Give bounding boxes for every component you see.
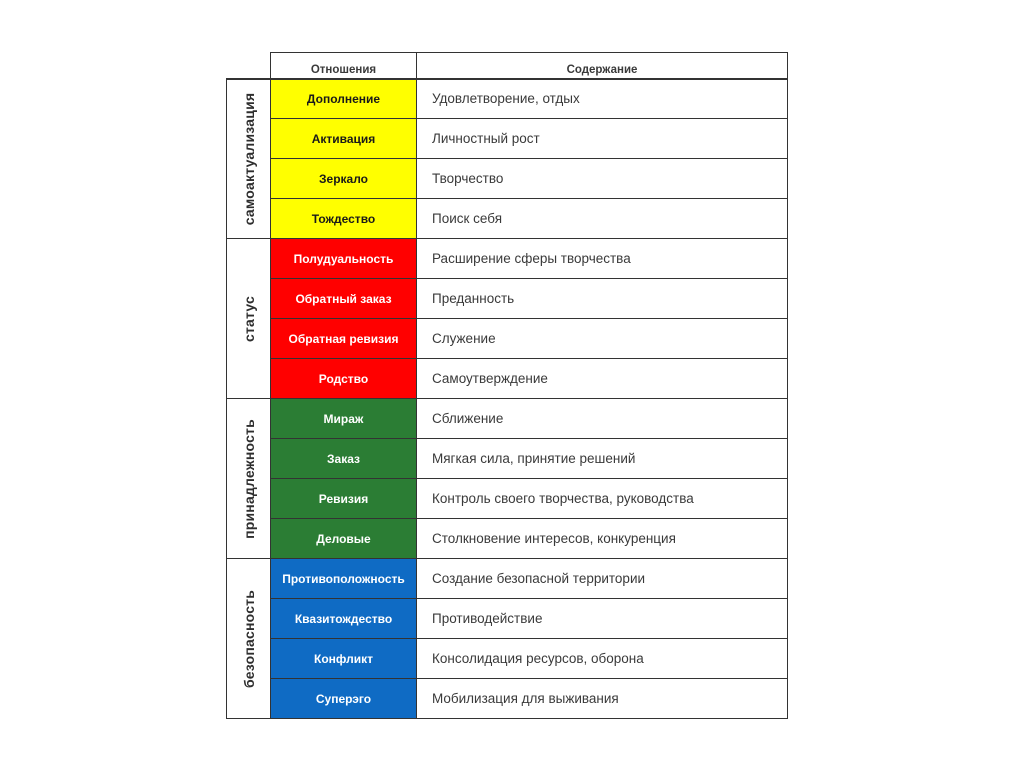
group-cell xyxy=(227,399,271,559)
relation-cell: Зеркало xyxy=(271,159,417,199)
relation-cell: Конфликт xyxy=(271,639,417,679)
content-cell: Контроль своего творчества, руководства xyxy=(417,479,788,519)
table-row xyxy=(227,199,788,239)
table-row xyxy=(227,359,788,399)
content-cell: Служение xyxy=(417,319,788,359)
group-label: безопасность xyxy=(240,589,257,688)
relation-cell: Тождество xyxy=(271,199,417,239)
content-cell: Творчество xyxy=(417,159,788,199)
group-label: принадлежность xyxy=(240,418,257,539)
relation-cell: Дополнение xyxy=(271,79,417,119)
blank-header-cell xyxy=(227,53,271,79)
table-row xyxy=(227,319,788,359)
content-cell: Мобилизация для выживания xyxy=(417,679,788,719)
table-row xyxy=(227,399,788,439)
content-cell: Консолидация ресурсов, оборона xyxy=(417,639,788,679)
content-column-header: Содержание xyxy=(417,53,788,79)
relation-cell: Заказ xyxy=(271,439,417,479)
content-cell: Поиск себя xyxy=(417,199,788,239)
table-row xyxy=(227,79,788,119)
relation-cell: Мираж xyxy=(271,399,417,439)
relation-cell: Обратная ревизия xyxy=(271,319,417,359)
relation-cell: Полудуальность xyxy=(271,239,417,279)
content-cell: Личностный рост xyxy=(417,119,788,159)
content-cell: Удовлетворение, отдых xyxy=(417,79,788,119)
content-cell: Мягкая сила, принятие решений xyxy=(417,439,788,479)
table-row xyxy=(227,159,788,199)
table-row xyxy=(227,679,788,719)
relation-cell: Противоположность xyxy=(271,559,417,599)
table-row xyxy=(227,439,788,479)
relations-column-header: Отношения xyxy=(271,53,417,79)
table-row xyxy=(227,599,788,639)
table-row xyxy=(227,559,788,599)
content-cell: Расширение сферы творчества xyxy=(417,239,788,279)
content-cell: Сближение xyxy=(417,399,788,439)
table-row xyxy=(227,119,788,159)
relation-cell: Суперэго xyxy=(271,679,417,719)
relation-cell: Деловые xyxy=(271,519,417,559)
content-cell: Противодействие xyxy=(417,599,788,639)
table-body xyxy=(227,79,788,719)
content-cell: Создание безопасной территории xyxy=(417,559,788,599)
content-cell: Преданность xyxy=(417,279,788,319)
table-header-row xyxy=(227,53,788,79)
table-row xyxy=(227,639,788,679)
content-cell: Самоутверждение xyxy=(417,359,788,399)
relation-cell: Квазитождество xyxy=(271,599,417,639)
relation-cell: Ревизия xyxy=(271,479,417,519)
group-cell xyxy=(227,239,271,399)
table-row xyxy=(227,479,788,519)
relations-table xyxy=(226,52,788,719)
table-row xyxy=(227,239,788,279)
relation-cell: Обратный заказ xyxy=(271,279,417,319)
group-label: статус xyxy=(240,295,257,342)
relation-cell: Родство xyxy=(271,359,417,399)
table-row xyxy=(227,519,788,559)
group-label: самоактуализация xyxy=(240,92,257,225)
content-cell: Столкновение интересов, конкуренция xyxy=(417,519,788,559)
table-row xyxy=(227,279,788,319)
group-cell xyxy=(227,79,271,239)
relation-cell: Активация xyxy=(271,119,417,159)
group-cell xyxy=(227,559,271,719)
